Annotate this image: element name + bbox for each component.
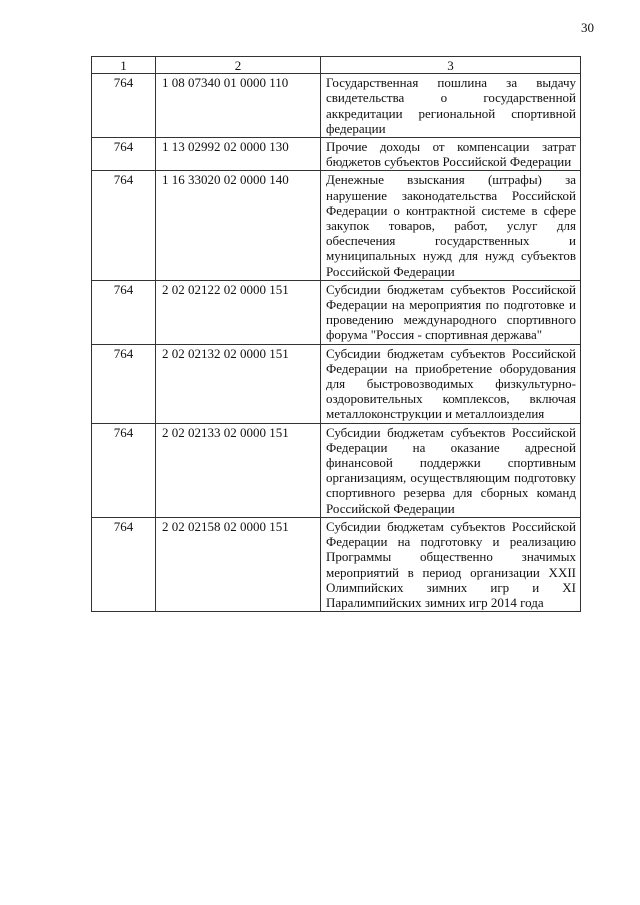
column-header-1: 1 <box>92 57 156 74</box>
admin-code-cell: 764 <box>92 171 156 280</box>
table-row <box>92 138 581 171</box>
table-row <box>92 171 581 280</box>
revenue-name-cell: Субсидии бюджетам субъектов Российской Федерации на оказание адресной финансовой поддержки спортивным организациям, осуществляющим подготовку спортивного резерва для сборных команд Российской Федерации <box>321 423 581 517</box>
table-row <box>92 344 581 423</box>
revenue-code-cell: 1 16 33020 02 0000 140 <box>156 171 321 280</box>
revenue-name-cell: Государственная пошлина за выдачу свидетельства о государственной аккредитации региональной спортивной федерации <box>321 74 581 138</box>
revenue-name-cell: Субсидии бюджетам субъектов Российской Федерации на приобретение оборудования для быстровозводимых физкультурно-оздоровительных комплексов, включая металлоконструкции и металлоизделия <box>321 344 581 423</box>
admin-code-cell: 764 <box>92 517 156 611</box>
revenue-code-cell: 2 02 02132 02 0000 151 <box>156 344 321 423</box>
table-row <box>92 423 581 517</box>
admin-code-cell: 764 <box>92 423 156 517</box>
revenue-name-cell: Прочие доходы от компенсации затрат бюджетов субъектов Российской Федерации <box>321 138 581 171</box>
revenue-code-cell: 2 02 02122 02 0000 151 <box>156 280 321 344</box>
table-row <box>92 517 581 611</box>
revenue-code-cell: 2 02 02133 02 0000 151 <box>156 423 321 517</box>
page-number: 30 <box>581 20 594 35</box>
revenue-code-cell: 1 08 07340 01 0000 110 <box>156 74 321 138</box>
revenue-name-cell: Субсидии бюджетам субъектов Российской Федерации на мероприятия по подготовке и проведению международного спортивного форума "Россия - спортивная держава" <box>321 280 581 344</box>
budget-classification-table <box>91 56 581 612</box>
revenue-code-cell: 2 02 02158 02 0000 151 <box>156 517 321 611</box>
admin-code-cell: 764 <box>92 344 156 423</box>
admin-code-cell: 764 <box>92 138 156 171</box>
admin-code-cell: 764 <box>92 74 156 138</box>
revenue-name-cell: Денежные взыскания (штрафы) за нарушение законодательства Российской Федерации о контрактной системе в сфере закупок товаров, работ, услуг для обеспечения государственных и муниципальных нужд для нужд субъектов Российской Федерации <box>321 171 581 280</box>
revenue-code-cell: 1 13 02992 02 0000 130 <box>156 138 321 171</box>
admin-code-cell: 764 <box>92 280 156 344</box>
revenue-name-cell: Субсидии бюджетам субъектов Российской Федерации на подготовку и реализацию Программы общественно значимых мероприятий в период организации XXII Олимпийских зимних игр и XI Паралимпийских зимних игр 2014 года <box>321 517 581 611</box>
table-row <box>92 280 581 344</box>
column-header-3: 3 <box>321 57 581 74</box>
table-row <box>92 74 581 138</box>
column-header-2: 2 <box>156 57 321 74</box>
table-header-row <box>92 57 581 74</box>
